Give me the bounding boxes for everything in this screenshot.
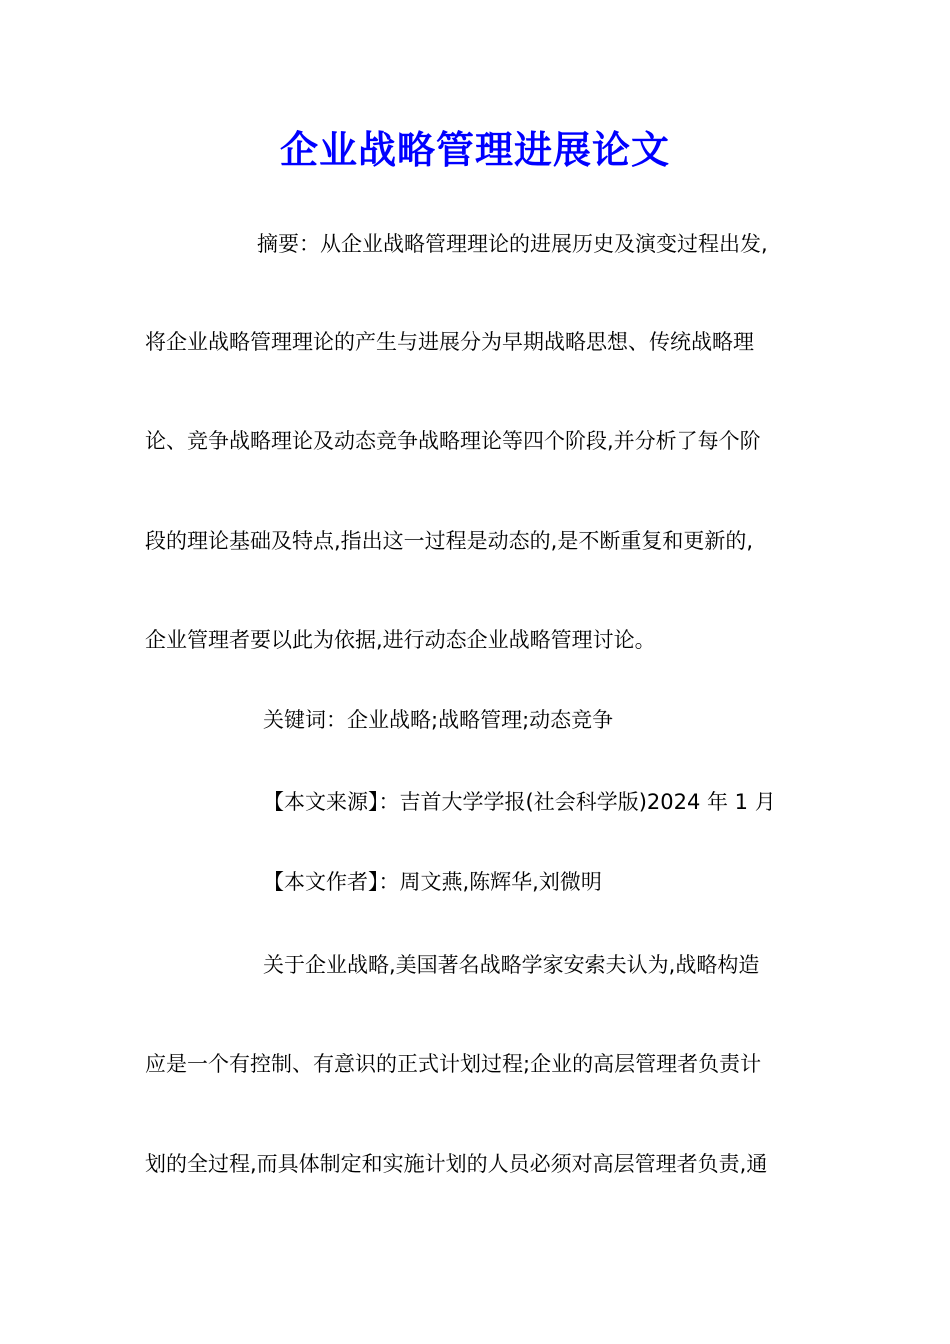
body-line-3: 划的全过程,而具体制定和实施计划的人员必须对高层管理者负责,通 (145, 1152, 768, 1176)
document-title: 企业战略管理进展论文 (279, 127, 670, 172)
keywords-line: 关键词：企业战略;战略管理;动态竞争 (263, 708, 614, 732)
abstract-line-2: 将企业战略管理理论的产生与进展分为早期战略思想、传统战略理 (145, 330, 754, 354)
body-line-2: 应是一个有控制、有意识的正式计划过程;企业的高层管理者负责计 (145, 1052, 762, 1076)
abstract-line-5: 企业管理者要以此为依据,进行动态企业战略管理讨论。 (145, 628, 656, 652)
abstract-line-4: 段的理论基础及特点,指出这一过程是动态的,是不断重复和更新的, (145, 529, 754, 553)
abstract-line-1: 摘要：从企业战略管理理论的进展历史及演变过程出发, (257, 232, 768, 256)
abstract-line-3: 论、竞争战略理论及动态竞争战略理论等四个阶段,并分析了每个阶 (145, 429, 761, 453)
authors-line: 【本文作者】：周文燕,陈辉华,刘微明 (263, 870, 602, 894)
body-line-1: 关于企业战略,美国著名战略学家安索夫认为,战略构造 (263, 953, 760, 977)
source-line: 【本文来源】：吉首大学学报(社会科学版)2024 年 1 月 (263, 790, 776, 814)
